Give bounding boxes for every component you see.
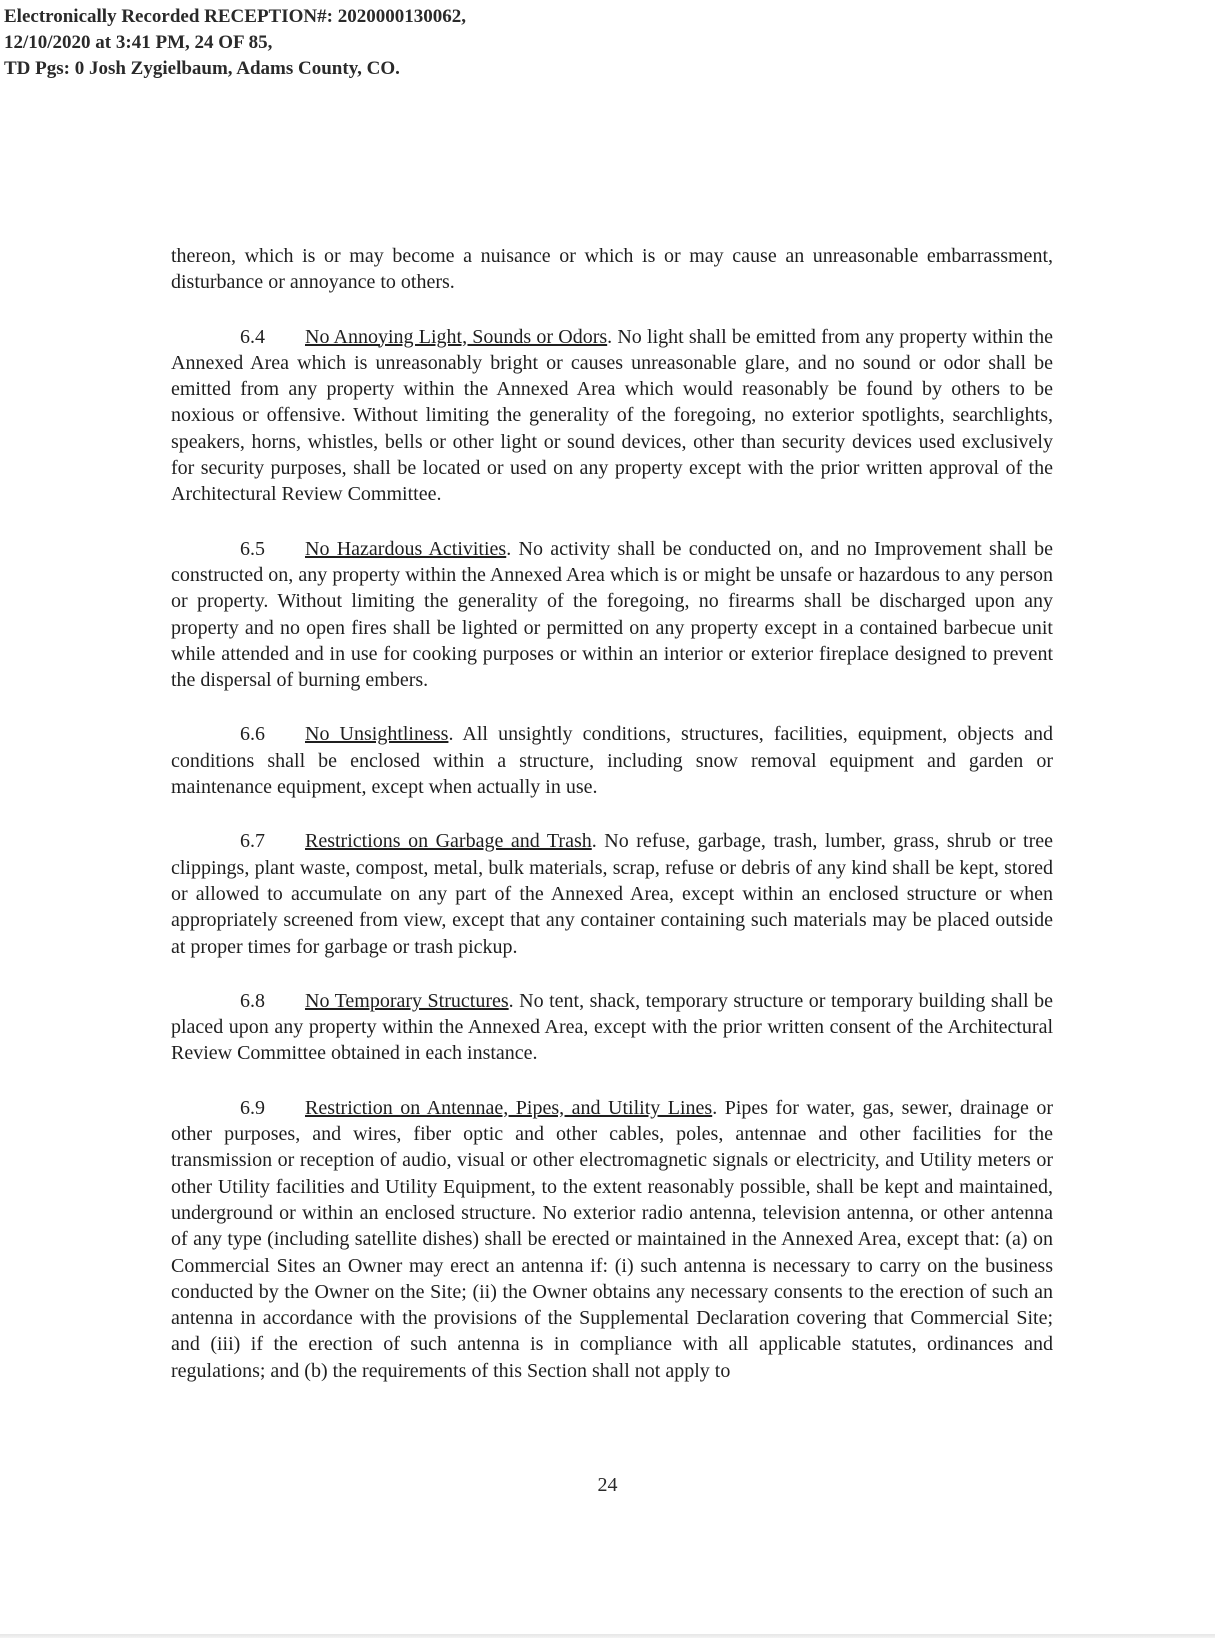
section-number: 6.5 bbox=[240, 537, 265, 560]
section-text: . All unsightly conditions, structures, facilities, equipment, objects and conditions shall be enclosed within a structure, including snow removal equipment and garden or maintenance equipment, except when actually in use. bbox=[171, 723, 1053, 799]
section-title: Restrictions on Garbage and Trash bbox=[305, 830, 592, 853]
section-title: Restriction on Antennae, Pipes, and Utility Lines bbox=[305, 1096, 713, 1119]
section-6-5 bbox=[171, 536, 1053, 694]
recording-line-3: TD Pgs: 0 Josh Zygielbaum, Adams County, CO. bbox=[4, 58, 400, 79]
scan-edge-divider bbox=[0, 1634, 1215, 1638]
section-6-4 bbox=[171, 324, 1053, 508]
section-number: 6.7 bbox=[240, 830, 265, 853]
section-6-9 bbox=[171, 1095, 1053, 1384]
section-text: . No light shall be emitted from any property within the Annexed Area which is unreasonably bright or causes unreasonable glare, and no sound or odor shall be emitted from any property within the Annexed Area which would reasonably be found by others to be noxious or offensive. Without limiting the generality of the foregoing, no exterior spotlights, searchlights, speakers, horns, whistles, bells or other light or sound devices, other than security devices used exclusively for security purposes, shall be located or used on any property except with the prior written approval of the Architectural Review Committee. bbox=[171, 325, 1053, 506]
section-6-6 bbox=[171, 721, 1053, 800]
page-number: 24 bbox=[597, 1474, 618, 1496]
document-body bbox=[171, 243, 1053, 1384]
section-number: 6.9 bbox=[240, 1096, 265, 1119]
section-title: No Hazardous Activities bbox=[305, 537, 507, 560]
section-text: . No activity shall be conducted on, and no Improvement shall be constructed on, any property within the Annexed Area which is or might be unsafe or hazardous to any person or property. Without limiting the generality of the foregoing, no firearms shall be discharged upon any property and no open fires shall be lighted or permitted on any property except in a contained barbecue unit while attended and in use for cooking purposes or within an interior or exterior fireplace designed to prevent the dispersal of burning embers. bbox=[171, 537, 1053, 692]
section-title: No Unsightliness bbox=[305, 723, 449, 746]
section-text: . No refuse, garbage, trash, lumber, grass, shrub or tree clippings, plant waste, compost, metal, bulk materials, scrap, refuse or debris of any kind shall be kept, stored or allowed to accumulate on any part of the Annexed Area, except within an enclosed structure or when appropriately screened from view, except that any container containing such materials may be placed outside at proper times for garbage or trash pickup. bbox=[171, 830, 1053, 958]
section-text: . No tent, shack, temporary structure or temporary building shall be placed upon any property within the Annexed Area, except with the prior written consent of the Architectural Review Committee obtained in each instance. bbox=[171, 989, 1053, 1065]
section-number: 6.6 bbox=[240, 723, 265, 746]
continuation-paragraph: thereon, which is or may become a nuisance or which is or may cause an unreasonable embarrassment, disturbance or annoyance to others. bbox=[171, 245, 1053, 294]
section-text: . Pipes for water, gas, sewer, drainage or other purposes, and wires, fiber optic and other cables, poles, antennae and other facilities for the transmission or reception of audio, visual or other electromagnetic signals or electricity, and Utility meters or other Utility facilities and Utility Equipment, to the extent reasonably possible, shall be kept and maintained, underground or within an enclosed structure. No exterior radio antenna, television antenna, or other antenna of any type (including satellite dishes) shall be erected or maintained in the Annexed Area, except that: (a) on Commercial Sites an Owner may erect an antenna if: (i) such antenna is necessary to carry on the business conducted by the Owner on the Site; (ii) the Owner obtains any necessary consents to the erection of such an antenna in accordance with the provisions of the Supplemental Declaration covering that Commercial Site; and (iii) if the erection of such antenna is in compliance with all applicable statutes, ordinances and regulations; and (b) the requirements of this Section shall not apply to bbox=[171, 1096, 1054, 1382]
section-6-8 bbox=[171, 988, 1053, 1067]
section-6-7 bbox=[171, 828, 1053, 959]
recording-line-2: 12/10/2020 at 3:41 PM, 24 OF 85, bbox=[4, 32, 273, 53]
recording-line-1: Electronically Recorded RECEPTION#: 2020000130062, bbox=[4, 6, 466, 27]
section-title: No Temporary Structures bbox=[305, 989, 509, 1012]
section-number: 6.4 bbox=[240, 325, 265, 348]
recording-stamp bbox=[4, 4, 466, 82]
section-title: No Annoying Light, Sounds or Odors bbox=[305, 325, 608, 348]
section-number: 6.8 bbox=[240, 989, 265, 1012]
